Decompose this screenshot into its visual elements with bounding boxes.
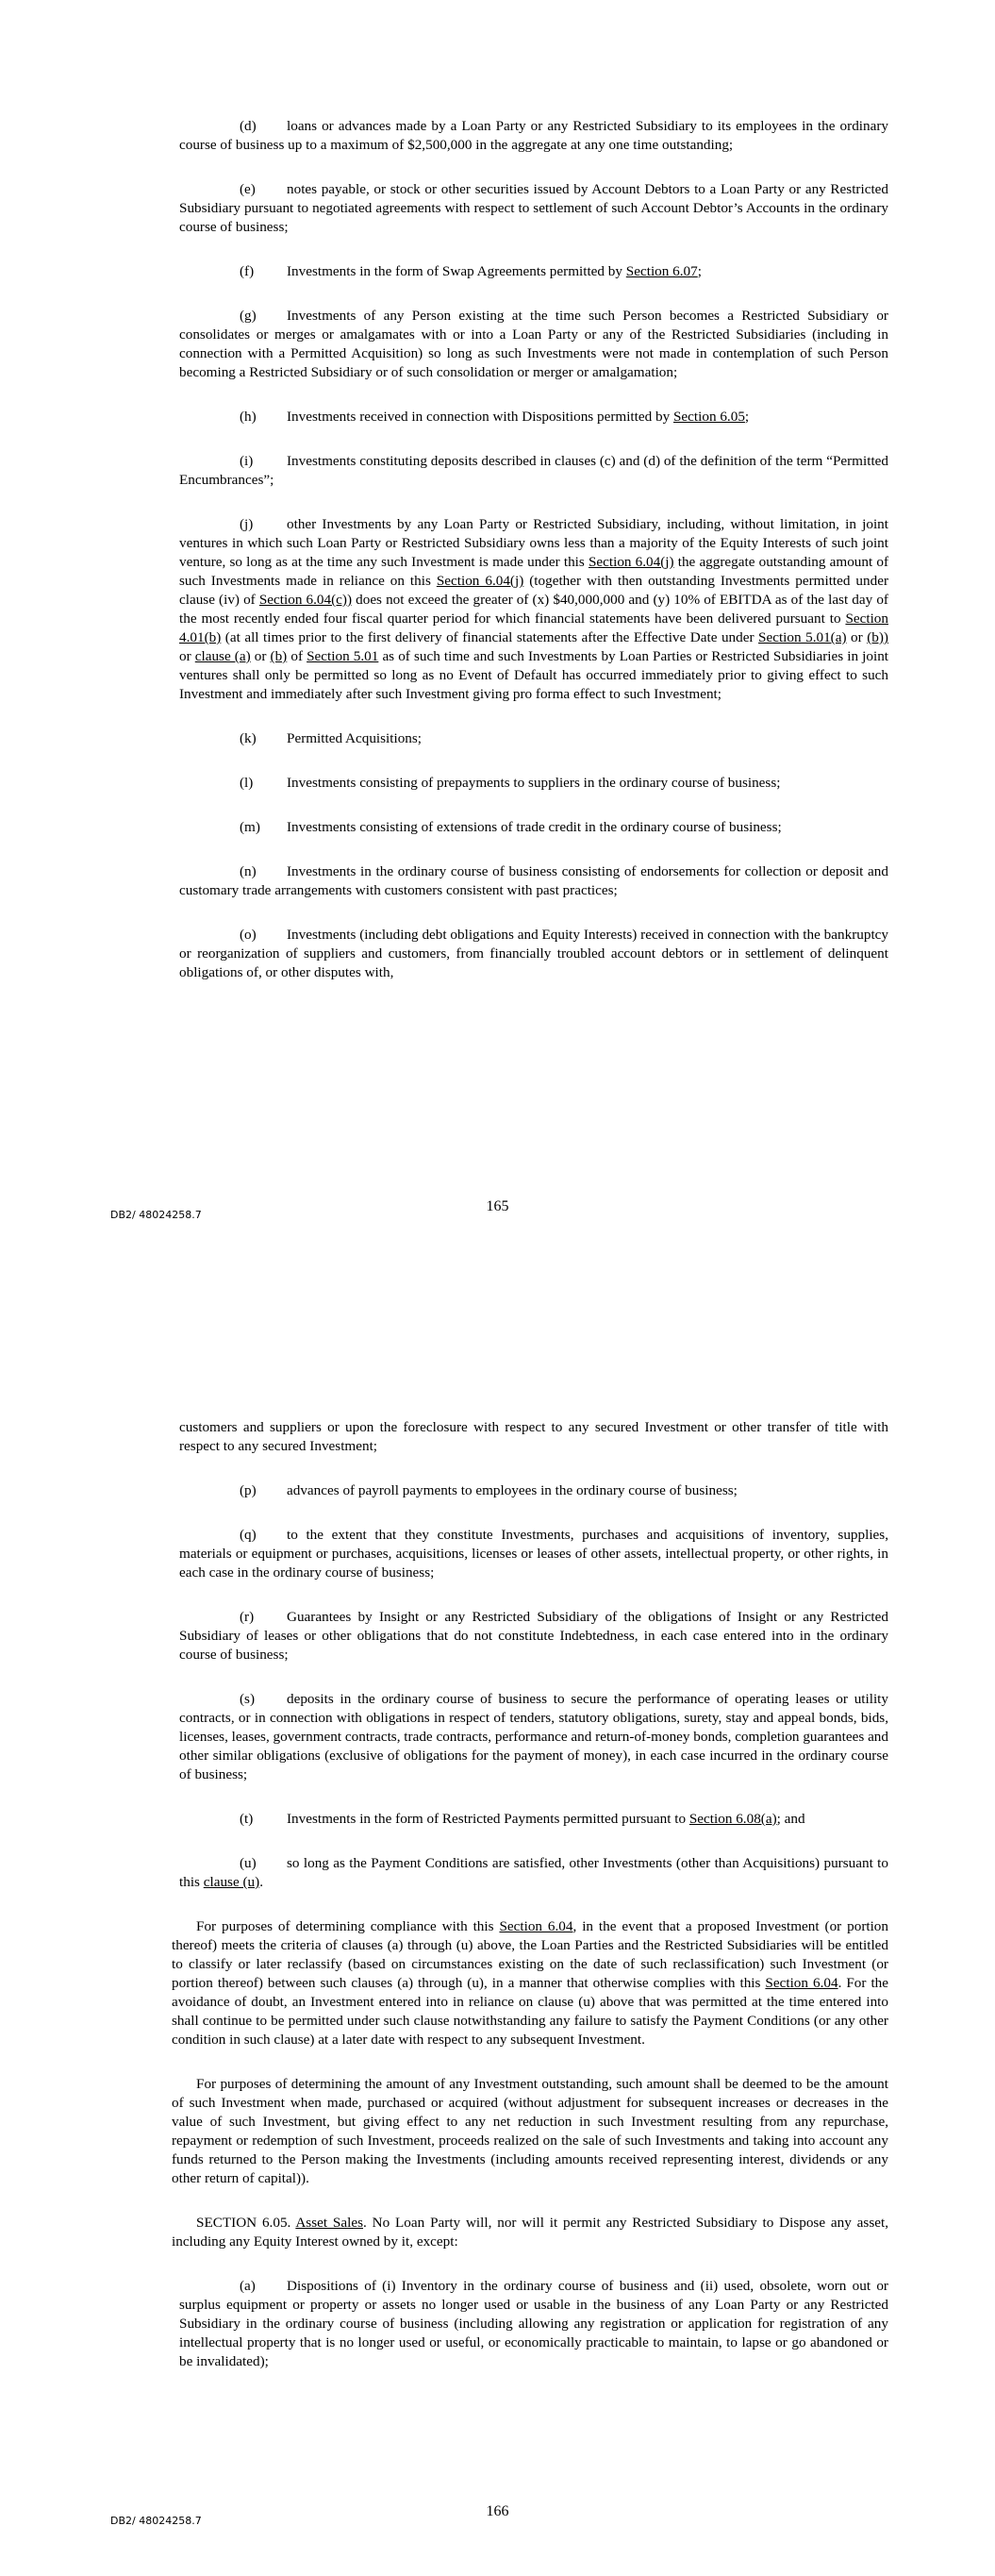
clause-o: (o) Investments (including debt obligations and Equity Interests) received in connection with the bankruptcy or reorganization of suppliers and customers, from financially troubled account debtors or in settlement of delinquent obligations of, or other disputes with, bbox=[179, 927, 888, 980]
clause-o-continued: customers and suppliers or upon the foreclosure with respect to any secured Investment or other transfer of title with respect to any secured Investment; bbox=[179, 1419, 888, 1454]
purposes-paragraph-1: For purposes of determining compliance with this Section 6.04, in the event that a proposed Investment (or portion thereof) meets the criteria of clauses (a) through (u) above, the Loan Parties and the Restricted Subsidiaries will be entitled to classify or later reclassify (based on circumstances existing on the date of such reclassification) such Investment (or portion thereof) between such clauses (a) through (u), in a manner that otherwise complies with this Section 6.04. For the avoidance of doubt, an Investment entered into in reliance on clause (u) above that was permitted at the time entered into shall continue to be permitted under such clause notwithstanding any failure to satisfy the Payment Conditions (or any other condition in such clause) at a later date with respect to any subsequent Investment. bbox=[172, 1918, 888, 2048]
purposes-paragraph-2: For purposes of determining the amount of any Investment outstanding, such amount shall be deemed to be the amount of such Investment when made, purchased or acquired (without adjustment for subsequent increases or decreases in the value of such Investment, but giving effect to any net reduction in such Investment resulting from any repurchase, repayment or redemption of such Investment, proceeds realized on the sale of such Investments and taking into account any funds returned to the Person making the Investments (including amounts received representing interest, dividends or any other return of capital)). bbox=[172, 2076, 888, 2186]
page-number: 165 bbox=[486, 1198, 509, 1214]
clause-g: (g) Investments of any Person existing at the time such Person becomes a Restricted Subsidiary or consolidates or merges or amalgamates with or into a Loan Party or any of the Restricted Subsidiaries (including in connection with a Permitted Acquisition) so long as such Investments were not made in contemplation of such Person becoming a Restricted Subsidiary or of such consolidation or merger or amalgamation; bbox=[179, 308, 888, 380]
clause-f: (f) Investments in the form of Swap Agreements permitted by Section 6.07; bbox=[240, 263, 702, 279]
document-id: DB2/ 48024258.7 bbox=[110, 1209, 202, 1221]
section-reference: Section 6.07 bbox=[625, 263, 698, 279]
clause-j: (j) other Investments by any Loan Party or Restricted Subsidiary, including, without limitation, in joint ventures in which such Loan Party or Restricted Subsidiary owns less than a majority of the Equity Interests of such joint venture, so long as at the time any such Investment is made under this Section 6.04(j) the aggregate outstanding amount of such Investments made in reliance on this Section 6.04(j) (together with then outstanding Investments permitted under clause (iv) of Section 6.04(c)) does not exceed the greater of (x) $40,000,000 and (y) 10% of EBITDA as of the last day of the most recently ended four fiscal quarter period for which financial statements have been delivered pursuant to Section 4.01(b) (at all times prior to the first delivery of financial statements after the Effective Date under Section 5.01(a) or (b)) or clause (a) or (b) of Section 5.01 as of such time and such Investments by Loan Parties or Restricted Subsidiaries in joint ventures shall only be permitted so long as no Event of Default has occurred immediately prior to giving effect to such Investment and immediately after such Investment giving pro forma effect to such Investment; bbox=[179, 516, 889, 702]
clause-h: (h) Investments received in connection with Dispositions permitted by Section 6.05; bbox=[240, 409, 750, 425]
clause-i: (i) Investments constituting deposits described in clauses (c) and (d) of the definition of the term “Permitted Encumbrances”; bbox=[179, 453, 888, 488]
document-id: DB2/ 48024258.7 bbox=[110, 2515, 202, 2527]
section-reference: clause (a) bbox=[194, 648, 251, 664]
section-reference: Section 6.04(j) bbox=[436, 573, 524, 589]
section-reference: (b)) bbox=[867, 629, 888, 645]
clause-u: (u) so long as the Payment Conditions are satisfied, other Investments (other than Acquisitions) pursuant to this clause (u). bbox=[179, 1855, 888, 1890]
section-reference: clause (u) bbox=[203, 1874, 260, 1890]
section-reference: Section 6.08(a) bbox=[688, 1811, 777, 1827]
clause-r: (r) Guarantees by Insight or any Restricted Subsidiary of the obligations of Insight or any Restricted Subsidiary of leases or other obligations that do not constitute Indebtedness, in each case entered into in the ordinary course of business; bbox=[179, 1609, 888, 1663]
page-body bbox=[172, 1418, 888, 2397]
section-reference: Section 6.04(j) bbox=[588, 554, 674, 570]
clause-n: (n) Investments in the ordinary course of business consisting of endorsements for collection or deposit and customary trade arrangements with customers consistent with past practices; bbox=[179, 863, 888, 898]
page-166 bbox=[0, 1288, 995, 2576]
section-reference: Section 6.04 bbox=[765, 1975, 838, 1991]
section-reference: Section 5.01 bbox=[307, 648, 379, 664]
clause-a: (a) Dispositions of (i) Inventory in the ordinary course of business and (ii) used, obsolete, worn out or surplus equipment or property or assets no longer used or usable in the business of any Loan Party or any Restricted Subsidiary in the ordinary course of business (including allowing any registration or application for registration of any intellectual property that is no longer used or useful, or economically practicable to maintain, to lapse or go abandoned or be invalidated); bbox=[179, 2278, 888, 2369]
section-reference: Section 6.04(c)) bbox=[258, 592, 353, 608]
clause-s: (s) deposits in the ordinary course of business to secure the performance of operating leases or utility contracts, or in connection with obligations in respect of tenders, statutory obligations, surety, stay and appeal bonds, bids, licenses, leases, government contracts, trade contracts, performance and return-of-money bonds, completion guarantees and other similar obligations (exclusive of obligations for the payment of money), in each case incurred in the ordinary course of business; bbox=[179, 1691, 888, 1782]
clause-e: (e) notes payable, or stock or other securities issued by Account Debtors to a Loan Party or any Restricted Subsidiary pursuant to negotiated agreements with respect to settlement of such Account Debtor’s Accounts in the ordinary course of business; bbox=[179, 181, 888, 235]
section-reference: Section 6.05 bbox=[672, 409, 745, 425]
clause-l: (l) Investments consisting of prepayments to suppliers in the ordinary course of business; bbox=[240, 775, 781, 791]
clause-d: (d) loans or advances made by a Loan Party or any Restricted Subsidiary to its employees in the ordinary course of business up to a maximum of $2,500,000 in the aggregate at any one time outstanding; bbox=[179, 118, 888, 153]
page-body bbox=[179, 117, 888, 1008]
clause-t: (t) Investments in the form of Restricted Payments permitted pursuant to Section 6.08(a); and bbox=[240, 1811, 805, 1827]
section-reference: Section 5.01(a) bbox=[758, 629, 847, 645]
clause-q: (q) to the extent that they constitute Investments, purchases and acquisitions of inventory, supplies, materials or equipment or purchases, acquisitions, licenses or leases of other assets, intellectual property, or other rights, in each case in the ordinary course of business; bbox=[179, 1527, 888, 1581]
section-reference: Section 4.01(b) bbox=[179, 611, 888, 645]
clause-k: (k) Permitted Acquisitions; bbox=[240, 730, 423, 746]
section-reference: (b) bbox=[270, 648, 288, 664]
clause-p: (p) advances of payroll payments to employees in the ordinary course of business; bbox=[240, 1482, 738, 1498]
section-heading-6-05: SECTION 6.05. Asset Sales. No Loan Party will, nor will it permit any Restricted Subsidiary to Dispose any asset, including any Equity Interest owned by it, except: bbox=[172, 2215, 888, 2250]
section-title: Asset Sales bbox=[295, 2215, 363, 2231]
page-number: 166 bbox=[486, 2503, 509, 2519]
section-reference: Section 6.04 bbox=[499, 1918, 573, 1934]
clause-m: (m) Investments consisting of extensions of trade credit in the ordinary course of business; bbox=[240, 819, 782, 835]
